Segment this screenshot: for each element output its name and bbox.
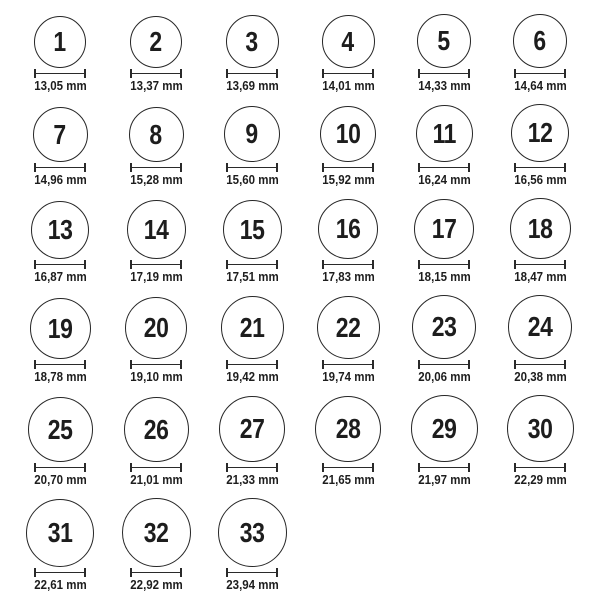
diameter-ruler-icon	[418, 260, 470, 269]
diameter-ruler-icon	[34, 69, 86, 78]
diameter-ruler-icon	[34, 163, 86, 172]
diameter-label: 16,87 mm	[33, 270, 87, 284]
ring-circle	[219, 396, 285, 462]
ring-size-number: 18	[527, 212, 553, 244]
ring-size-item	[492, 198, 588, 283]
diameter-ruler-icon	[130, 360, 182, 369]
ring-size-item	[204, 498, 300, 591]
diameter-label: 15,92 mm	[321, 173, 375, 187]
diameter-label: 19,10 mm	[129, 370, 183, 384]
diameter-label: 22,61 mm	[33, 578, 87, 592]
diameter-ruler-icon	[226, 360, 278, 369]
ring-size-number: 31	[47, 517, 73, 548]
ring-size-number: 30	[527, 412, 553, 444]
diameter-label: 23,94 mm	[225, 578, 279, 592]
diameter-label: 21,97 mm	[417, 473, 471, 487]
ring-size-item	[492, 395, 588, 486]
diameter-ruler-icon	[130, 463, 182, 472]
diameter-label: 21,33 mm	[225, 473, 279, 487]
diameter-ruler-icon	[130, 260, 182, 269]
ring-circle	[513, 14, 567, 68]
diameter-label: 22,29 mm	[513, 473, 567, 487]
ring-circle	[122, 498, 191, 567]
diameter-ruler-icon	[322, 360, 374, 369]
ring-circle	[30, 298, 91, 359]
diameter-label: 20,38 mm	[513, 370, 567, 384]
ring-size-item	[300, 106, 396, 186]
ring-size-number: 8	[149, 118, 163, 150]
ring-size-number: 17	[431, 213, 457, 244]
diameter-ruler-icon	[514, 360, 566, 369]
diameter-ruler-icon	[322, 69, 374, 78]
ring-circle	[511, 104, 569, 162]
diameter-ruler-icon	[322, 463, 374, 472]
diameter-ruler-icon	[34, 463, 86, 472]
diameter-ruler-icon	[418, 69, 470, 78]
ring-size-number: 5	[437, 25, 451, 56]
ring-size-item	[396, 14, 492, 92]
diameter-label: 13,37 mm	[129, 79, 183, 93]
diameter-label: 14,33 mm	[417, 79, 471, 93]
ring-size-number: 22	[335, 311, 361, 343]
ring-circle	[322, 15, 375, 68]
ring-size-number: 32	[143, 516, 169, 548]
ring-size-number: 13	[47, 214, 73, 245]
diameter-label: 19,42 mm	[225, 370, 279, 384]
diameter-label: 14,96 mm	[33, 173, 87, 187]
ring-size-number: 26	[143, 413, 169, 445]
diameter-ruler-icon	[226, 463, 278, 472]
ring-size-item	[204, 106, 300, 186]
ring-size-item	[12, 397, 108, 486]
diameter-label: 13,69 mm	[225, 79, 279, 93]
diameter-label: 17,19 mm	[129, 270, 183, 284]
ring-circle	[411, 395, 478, 462]
diameter-ruler-icon	[514, 463, 566, 472]
ring-circle	[127, 200, 186, 259]
ring-size-item	[12, 201, 108, 283]
ring-circle	[33, 107, 88, 162]
diameter-label: 17,51 mm	[225, 270, 279, 284]
diameter-ruler-icon	[418, 463, 470, 472]
diameter-label: 16,24 mm	[417, 173, 471, 187]
diameter-label: 18,15 mm	[417, 270, 471, 284]
ring-size-item	[204, 200, 300, 283]
ring-size-number: 19	[47, 312, 73, 344]
diameter-label: 19,74 mm	[321, 370, 375, 384]
ring-circle	[412, 295, 476, 359]
ring-size-item	[12, 107, 108, 186]
ring-circle	[223, 200, 282, 259]
diameter-ruler-icon	[130, 163, 182, 172]
ring-size-item	[492, 104, 588, 186]
ring-size-item	[108, 397, 204, 486]
diameter-ruler-icon	[514, 69, 566, 78]
ring-size-item	[300, 296, 396, 383]
chart-row	[12, 395, 588, 486]
ring-size-item	[108, 16, 204, 92]
ring-size-number: 23	[431, 311, 457, 342]
ring-size-number: 24	[527, 311, 553, 342]
diameter-label: 14,64 mm	[513, 79, 567, 93]
diameter-label: 18,47 mm	[513, 270, 567, 284]
ring-circle	[226, 15, 279, 68]
chart-row	[12, 198, 588, 283]
ring-size-item	[12, 499, 108, 591]
ring-size-item	[108, 297, 204, 383]
diameter-label: 20,70 mm	[33, 473, 87, 487]
ring-size-item	[204, 296, 300, 383]
diameter-ruler-icon	[226, 260, 278, 269]
ring-size-item	[396, 295, 492, 383]
ring-size-item	[396, 105, 492, 186]
ring-size-number: 28	[335, 413, 361, 444]
ring-circle	[130, 16, 182, 68]
ring-circle	[317, 296, 380, 359]
ring-size-item	[108, 498, 204, 591]
ring-circle	[26, 499, 94, 567]
diameter-label: 15,28 mm	[129, 173, 183, 187]
diameter-label: 14,01 mm	[321, 79, 375, 93]
ring-size-item	[108, 107, 204, 186]
ring-size-number: 12	[527, 117, 553, 148]
diameter-label: 21,01 mm	[129, 473, 183, 487]
diameter-ruler-icon	[226, 568, 278, 577]
ring-circle	[320, 106, 376, 162]
diameter-ruler-icon	[130, 69, 182, 78]
ring-size-item	[300, 199, 396, 283]
ring-size-item	[12, 16, 108, 92]
ring-size-number: 25	[47, 413, 73, 445]
ring-size-number: 33	[239, 516, 265, 548]
ring-size-item	[204, 15, 300, 92]
diameter-ruler-icon	[418, 163, 470, 172]
ring-size-number: 14	[143, 213, 169, 245]
diameter-label: 17,83 mm	[321, 270, 375, 284]
ring-circle	[28, 397, 93, 462]
ring-size-number: 29	[431, 412, 457, 444]
diameter-label: 18,78 mm	[33, 370, 87, 384]
ring-circle	[224, 106, 280, 162]
ring-size-item	[204, 396, 300, 486]
ring-size-number: 16	[335, 213, 361, 244]
ring-size-item	[12, 298, 108, 383]
diameter-ruler-icon	[418, 360, 470, 369]
diameter-label: 13,05 mm	[33, 79, 87, 93]
diameter-ruler-icon	[514, 163, 566, 172]
ring-size-item	[300, 15, 396, 92]
ring-size-number: 21	[239, 311, 265, 343]
diameter-ruler-icon	[322, 260, 374, 269]
chart-row	[12, 104, 588, 186]
ring-circle	[414, 199, 474, 259]
ring-circle	[416, 105, 473, 162]
ring-circle	[218, 498, 287, 567]
ring-size-number: 20	[143, 312, 169, 343]
ring-size-number: 10	[335, 118, 361, 149]
diameter-label: 22,92 mm	[129, 578, 183, 592]
ring-size-number: 9	[245, 118, 259, 149]
ring-size-number: 6	[533, 25, 547, 56]
ring-size-number: 1	[53, 26, 67, 57]
ring-size-number: 4	[341, 25, 355, 57]
ring-circle	[318, 199, 378, 259]
ring-size-number: 15	[239, 213, 265, 245]
ring-circle	[124, 397, 189, 462]
diameter-ruler-icon	[322, 163, 374, 172]
ring-circle	[34, 16, 86, 68]
ring-size-number: 27	[239, 413, 265, 444]
ring-size-item	[300, 396, 396, 486]
diameter-ruler-icon	[130, 568, 182, 577]
ring-circle	[125, 297, 187, 359]
diameter-ruler-icon	[226, 163, 278, 172]
chart-row	[12, 14, 588, 92]
diameter-label: 20,06 mm	[417, 370, 471, 384]
chart-row	[12, 295, 588, 383]
diameter-ruler-icon	[514, 260, 566, 269]
ring-size-number: 7	[53, 118, 67, 150]
diameter-ruler-icon	[34, 360, 86, 369]
ring-circle	[507, 395, 574, 462]
diameter-ruler-icon	[34, 568, 86, 577]
ring-circle	[315, 396, 381, 462]
ring-size-item	[492, 14, 588, 92]
ring-circle	[508, 295, 572, 359]
ring-size-number: 11	[432, 117, 456, 149]
diameter-label: 15,60 mm	[225, 173, 279, 187]
ring-circle	[417, 14, 471, 68]
ring-circle	[510, 198, 571, 259]
ring-size-item	[492, 295, 588, 383]
diameter-ruler-icon	[34, 260, 86, 269]
ring-size-item	[108, 200, 204, 283]
ring-size-item	[396, 395, 492, 486]
ring-circle	[129, 107, 184, 162]
ring-size-item	[396, 199, 492, 283]
ring-circle	[221, 296, 284, 359]
ring-size-number: 2	[149, 26, 163, 57]
chart-row	[12, 498, 588, 591]
diameter-label: 16,56 mm	[513, 173, 567, 187]
ring-circle	[31, 201, 89, 259]
ring-size-number: 3	[245, 25, 259, 57]
diameter-label: 21,65 mm	[321, 473, 375, 487]
diameter-ruler-icon	[226, 69, 278, 78]
